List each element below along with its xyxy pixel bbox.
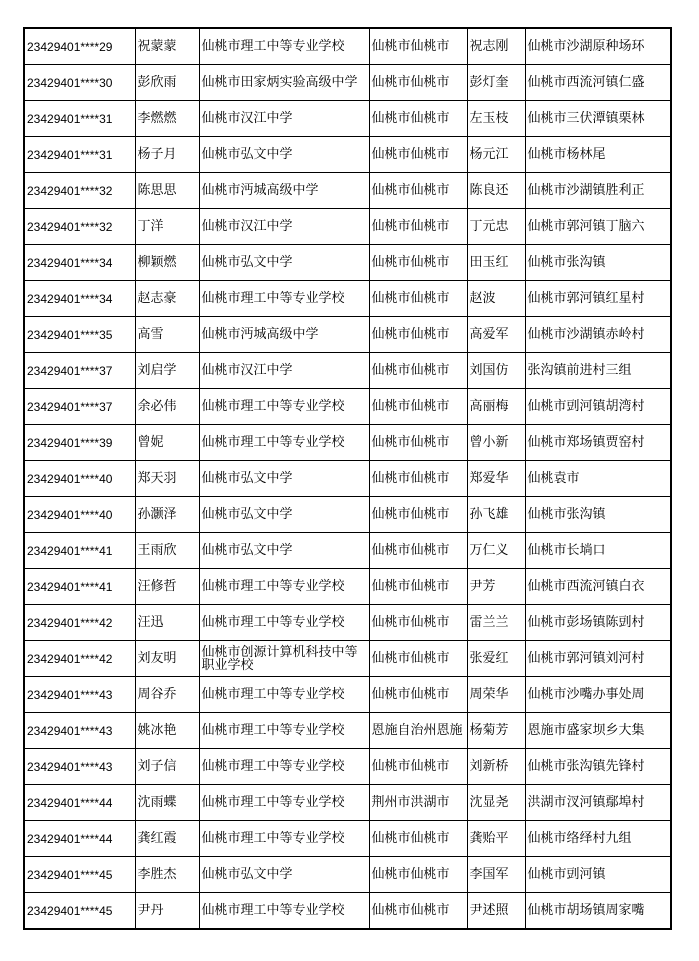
exam-id-cell: 23429401****40 bbox=[24, 497, 135, 533]
guardian-name-cell: 赵波 bbox=[467, 281, 525, 317]
address-cell: 仙桃市剅河镇胡湾村 bbox=[525, 389, 671, 425]
school-cell: 仙桃市沔城高级中学 bbox=[199, 317, 369, 353]
hometown-cell: 仙桃市仙桃市 bbox=[369, 101, 467, 137]
guardian-name-cell: 杨元江 bbox=[467, 137, 525, 173]
school-cell: 仙桃市理工中等专业学校 bbox=[199, 569, 369, 605]
table-row bbox=[24, 677, 671, 713]
student-name-cell: 周谷乔 bbox=[135, 677, 199, 713]
exam-id-cell: 23429401****31 bbox=[24, 101, 135, 137]
table-row bbox=[24, 137, 671, 173]
table-row bbox=[24, 173, 671, 209]
exam-id-cell: 23429401****40 bbox=[24, 461, 135, 497]
student-name-cell: 王雨欣 bbox=[135, 533, 199, 569]
guardian-name-cell: 丁元忠 bbox=[467, 209, 525, 245]
address-cell: 仙桃市胡场镇周家嘴 bbox=[525, 893, 671, 930]
guardian-name-cell: 龚贻平 bbox=[467, 821, 525, 857]
student-name-cell: 杨子月 bbox=[135, 137, 199, 173]
hometown-cell: 仙桃市仙桃市 bbox=[369, 605, 467, 641]
table-row bbox=[24, 353, 671, 389]
address-cell: 仙桃市沙湖镇胜利正 bbox=[525, 173, 671, 209]
table-row bbox=[24, 389, 671, 425]
address-cell: 仙桃市西流河镇白衣 bbox=[525, 569, 671, 605]
hometown-cell: 仙桃市仙桃市 bbox=[369, 497, 467, 533]
student-name-cell: 龚红霞 bbox=[135, 821, 199, 857]
school-cell: 仙桃市弘文中学 bbox=[199, 245, 369, 281]
guardian-name-cell: 张爱红 bbox=[467, 641, 525, 677]
exam-id-cell: 23429401****41 bbox=[24, 569, 135, 605]
table-row bbox=[24, 713, 671, 749]
exam-id-cell: 23429401****34 bbox=[24, 281, 135, 317]
exam-id-cell: 23429401****30 bbox=[24, 65, 135, 101]
school-cell: 仙桃市弘文中学 bbox=[199, 497, 369, 533]
school-cell: 仙桃市弘文中学 bbox=[199, 857, 369, 893]
exam-id-cell: 23429401****29 bbox=[24, 28, 135, 65]
table-row bbox=[24, 785, 671, 821]
school-cell: 仙桃市创源计算机科技中等职业学校 bbox=[199, 641, 369, 677]
guardian-name-cell: 尹述照 bbox=[467, 893, 525, 930]
school-cell: 仙桃市弘文中学 bbox=[199, 137, 369, 173]
address-cell: 恩施市盛家坝乡大集 bbox=[525, 713, 671, 749]
guardian-name-cell: 彭灯奎 bbox=[467, 65, 525, 101]
table-row bbox=[24, 461, 671, 497]
address-cell: 仙桃市张沟镇 bbox=[525, 497, 671, 533]
address-cell: 仙桃市张沟镇 bbox=[525, 245, 671, 281]
exam-id-cell: 23429401****44 bbox=[24, 821, 135, 857]
address-cell: 仙桃市长埫口 bbox=[525, 533, 671, 569]
hometown-cell: 仙桃市仙桃市 bbox=[369, 245, 467, 281]
table-row bbox=[24, 281, 671, 317]
exam-id-cell: 23429401****35 bbox=[24, 317, 135, 353]
address-cell: 仙桃市郑场镇贾窑村 bbox=[525, 425, 671, 461]
guardian-name-cell: 田玉红 bbox=[467, 245, 525, 281]
hometown-cell: 仙桃市仙桃市 bbox=[369, 533, 467, 569]
exam-id-cell: 23429401****42 bbox=[24, 605, 135, 641]
student-name-cell: 尹丹 bbox=[135, 893, 199, 930]
address-cell: 仙桃市沙湖原种场环 bbox=[525, 28, 671, 65]
school-cell: 仙桃市理工中等专业学校 bbox=[199, 425, 369, 461]
exam-id-cell: 23429401****34 bbox=[24, 245, 135, 281]
address-cell: 仙桃市彭场镇陈剅村 bbox=[525, 605, 671, 641]
student-name-cell: 柳颖燃 bbox=[135, 245, 199, 281]
hometown-cell: 仙桃市仙桃市 bbox=[369, 28, 467, 65]
hometown-cell: 仙桃市仙桃市 bbox=[369, 173, 467, 209]
table-row bbox=[24, 821, 671, 857]
guardian-name-cell: 李国军 bbox=[467, 857, 525, 893]
address-cell: 张沟镇前进村三组 bbox=[525, 353, 671, 389]
student-name-cell: 高雪 bbox=[135, 317, 199, 353]
guardian-name-cell: 祝志刚 bbox=[467, 28, 525, 65]
student-name-cell: 汪修哲 bbox=[135, 569, 199, 605]
hometown-cell: 仙桃市仙桃市 bbox=[369, 353, 467, 389]
exam-id-cell: 23429401****37 bbox=[24, 389, 135, 425]
student-name-cell: 李胜杰 bbox=[135, 857, 199, 893]
address-cell: 仙桃市沙湖镇赤岭村 bbox=[525, 317, 671, 353]
student-name-cell: 刘启学 bbox=[135, 353, 199, 389]
table-row bbox=[24, 425, 671, 461]
school-cell: 仙桃市汉江中学 bbox=[199, 209, 369, 245]
address-cell: 仙桃市郭河镇丁脑六 bbox=[525, 209, 671, 245]
exam-id-cell: 23429401****45 bbox=[24, 857, 135, 893]
school-cell: 仙桃市理工中等专业学校 bbox=[199, 389, 369, 425]
school-cell: 仙桃市理工中等专业学校 bbox=[199, 28, 369, 65]
exam-id-cell: 23429401****37 bbox=[24, 353, 135, 389]
address-cell: 仙桃市西流河镇仁盛 bbox=[525, 65, 671, 101]
address-cell: 仙桃市郭河镇刘河村 bbox=[525, 641, 671, 677]
table-row bbox=[24, 101, 671, 137]
table-row bbox=[24, 893, 671, 930]
exam-id-cell: 23429401****43 bbox=[24, 677, 135, 713]
school-cell: 仙桃市理工中等专业学校 bbox=[199, 677, 369, 713]
school-cell: 仙桃市理工中等专业学校 bbox=[199, 605, 369, 641]
student-table bbox=[23, 27, 672, 930]
guardian-name-cell: 左玉枝 bbox=[467, 101, 525, 137]
guardian-name-cell: 刘新桥 bbox=[467, 749, 525, 785]
table-row bbox=[24, 569, 671, 605]
guardian-name-cell: 高丽梅 bbox=[467, 389, 525, 425]
exam-id-cell: 23429401****43 bbox=[24, 749, 135, 785]
school-cell: 仙桃市弘文中学 bbox=[199, 461, 369, 497]
hometown-cell: 仙桃市仙桃市 bbox=[369, 281, 467, 317]
hometown-cell: 荆州市洪湖市 bbox=[369, 785, 467, 821]
address-cell: 仙桃市剅河镇 bbox=[525, 857, 671, 893]
table-row bbox=[24, 65, 671, 101]
school-cell: 仙桃市理工中等专业学校 bbox=[199, 749, 369, 785]
exam-id-cell: 23429401****32 bbox=[24, 173, 135, 209]
table-row bbox=[24, 641, 671, 677]
student-name-cell: 赵志豪 bbox=[135, 281, 199, 317]
student-name-cell: 汪迅 bbox=[135, 605, 199, 641]
hometown-cell: 仙桃市仙桃市 bbox=[369, 749, 467, 785]
exam-id-cell: 23429401****41 bbox=[24, 533, 135, 569]
student-name-cell: 李燃燃 bbox=[135, 101, 199, 137]
student-name-cell: 孙灏泽 bbox=[135, 497, 199, 533]
guardian-name-cell: 沈显尧 bbox=[467, 785, 525, 821]
exam-id-cell: 23429401****32 bbox=[24, 209, 135, 245]
school-cell: 仙桃市汉江中学 bbox=[199, 101, 369, 137]
guardian-name-cell: 尹芳 bbox=[467, 569, 525, 605]
table-row bbox=[24, 533, 671, 569]
table-row bbox=[24, 245, 671, 281]
table-row bbox=[24, 605, 671, 641]
hometown-cell: 仙桃市仙桃市 bbox=[369, 425, 467, 461]
school-cell: 仙桃市沔城高级中学 bbox=[199, 173, 369, 209]
guardian-name-cell: 陈良还 bbox=[467, 173, 525, 209]
student-name-cell: 姚冰艳 bbox=[135, 713, 199, 749]
student-name-cell: 陈思思 bbox=[135, 173, 199, 209]
hometown-cell: 仙桃市仙桃市 bbox=[369, 569, 467, 605]
school-cell: 仙桃市理工中等专业学校 bbox=[199, 893, 369, 930]
student-name-cell: 彭欣雨 bbox=[135, 65, 199, 101]
address-cell: 仙桃袁市 bbox=[525, 461, 671, 497]
table-row bbox=[24, 209, 671, 245]
exam-id-cell: 23429401****43 bbox=[24, 713, 135, 749]
school-cell: 仙桃市理工中等专业学校 bbox=[199, 281, 369, 317]
hometown-cell: 仙桃市仙桃市 bbox=[369, 461, 467, 497]
hometown-cell: 仙桃市仙桃市 bbox=[369, 641, 467, 677]
hometown-cell: 仙桃市仙桃市 bbox=[369, 821, 467, 857]
school-cell: 仙桃市田家炳实验高级中学 bbox=[199, 65, 369, 101]
student-name-cell: 刘友明 bbox=[135, 641, 199, 677]
school-cell: 仙桃市理工中等专业学校 bbox=[199, 785, 369, 821]
school-cell: 仙桃市理工中等专业学校 bbox=[199, 713, 369, 749]
hometown-cell: 仙桃市仙桃市 bbox=[369, 317, 467, 353]
student-name-cell: 曾妮 bbox=[135, 425, 199, 461]
guardian-name-cell: 孙飞雄 bbox=[467, 497, 525, 533]
guardian-name-cell: 郑爱华 bbox=[467, 461, 525, 497]
school-cell: 仙桃市理工中等专业学校 bbox=[199, 821, 369, 857]
address-cell: 仙桃市络绎村九组 bbox=[525, 821, 671, 857]
exam-id-cell: 23429401****44 bbox=[24, 785, 135, 821]
address-cell: 仙桃市郭河镇红星村 bbox=[525, 281, 671, 317]
exam-id-cell: 23429401****42 bbox=[24, 641, 135, 677]
address-cell: 仙桃市沙嘴办事处周 bbox=[525, 677, 671, 713]
exam-id-cell: 23429401****45 bbox=[24, 893, 135, 930]
table-body bbox=[24, 28, 671, 929]
hometown-cell: 仙桃市仙桃市 bbox=[369, 65, 467, 101]
student-name-cell: 郑天羽 bbox=[135, 461, 199, 497]
hometown-cell: 仙桃市仙桃市 bbox=[369, 857, 467, 893]
table-row bbox=[24, 28, 671, 65]
school-cell: 仙桃市汉江中学 bbox=[199, 353, 369, 389]
hometown-cell: 恩施自治州恩施 bbox=[369, 713, 467, 749]
school-cell: 仙桃市弘文中学 bbox=[199, 533, 369, 569]
document-page bbox=[23, 27, 670, 930]
guardian-name-cell: 雷兰兰 bbox=[467, 605, 525, 641]
exam-id-cell: 23429401****31 bbox=[24, 137, 135, 173]
student-name-cell: 丁洋 bbox=[135, 209, 199, 245]
student-name-cell: 祝蒙蒙 bbox=[135, 28, 199, 65]
hometown-cell: 仙桃市仙桃市 bbox=[369, 893, 467, 930]
guardian-name-cell: 曾小新 bbox=[467, 425, 525, 461]
student-name-cell: 刘子信 bbox=[135, 749, 199, 785]
guardian-name-cell: 刘国仿 bbox=[467, 353, 525, 389]
exam-id-cell: 23429401****39 bbox=[24, 425, 135, 461]
guardian-name-cell: 周荣华 bbox=[467, 677, 525, 713]
address-cell: 仙桃市张沟镇先锋村 bbox=[525, 749, 671, 785]
hometown-cell: 仙桃市仙桃市 bbox=[369, 209, 467, 245]
guardian-name-cell: 万仁义 bbox=[467, 533, 525, 569]
guardian-name-cell: 杨菊芳 bbox=[467, 713, 525, 749]
guardian-name-cell: 高爱军 bbox=[467, 317, 525, 353]
table-row bbox=[24, 497, 671, 533]
hometown-cell: 仙桃市仙桃市 bbox=[369, 677, 467, 713]
hometown-cell: 仙桃市仙桃市 bbox=[369, 389, 467, 425]
table-row bbox=[24, 317, 671, 353]
student-name-cell: 余必伟 bbox=[135, 389, 199, 425]
student-name-cell: 沈雨蝶 bbox=[135, 785, 199, 821]
table-row bbox=[24, 857, 671, 893]
address-cell: 仙桃市杨林尾 bbox=[525, 137, 671, 173]
table-row bbox=[24, 749, 671, 785]
hometown-cell: 仙桃市仙桃市 bbox=[369, 137, 467, 173]
address-cell: 仙桃市三伏潭镇栗林 bbox=[525, 101, 671, 137]
address-cell: 洪湖市汊河镇鄢埠村 bbox=[525, 785, 671, 821]
